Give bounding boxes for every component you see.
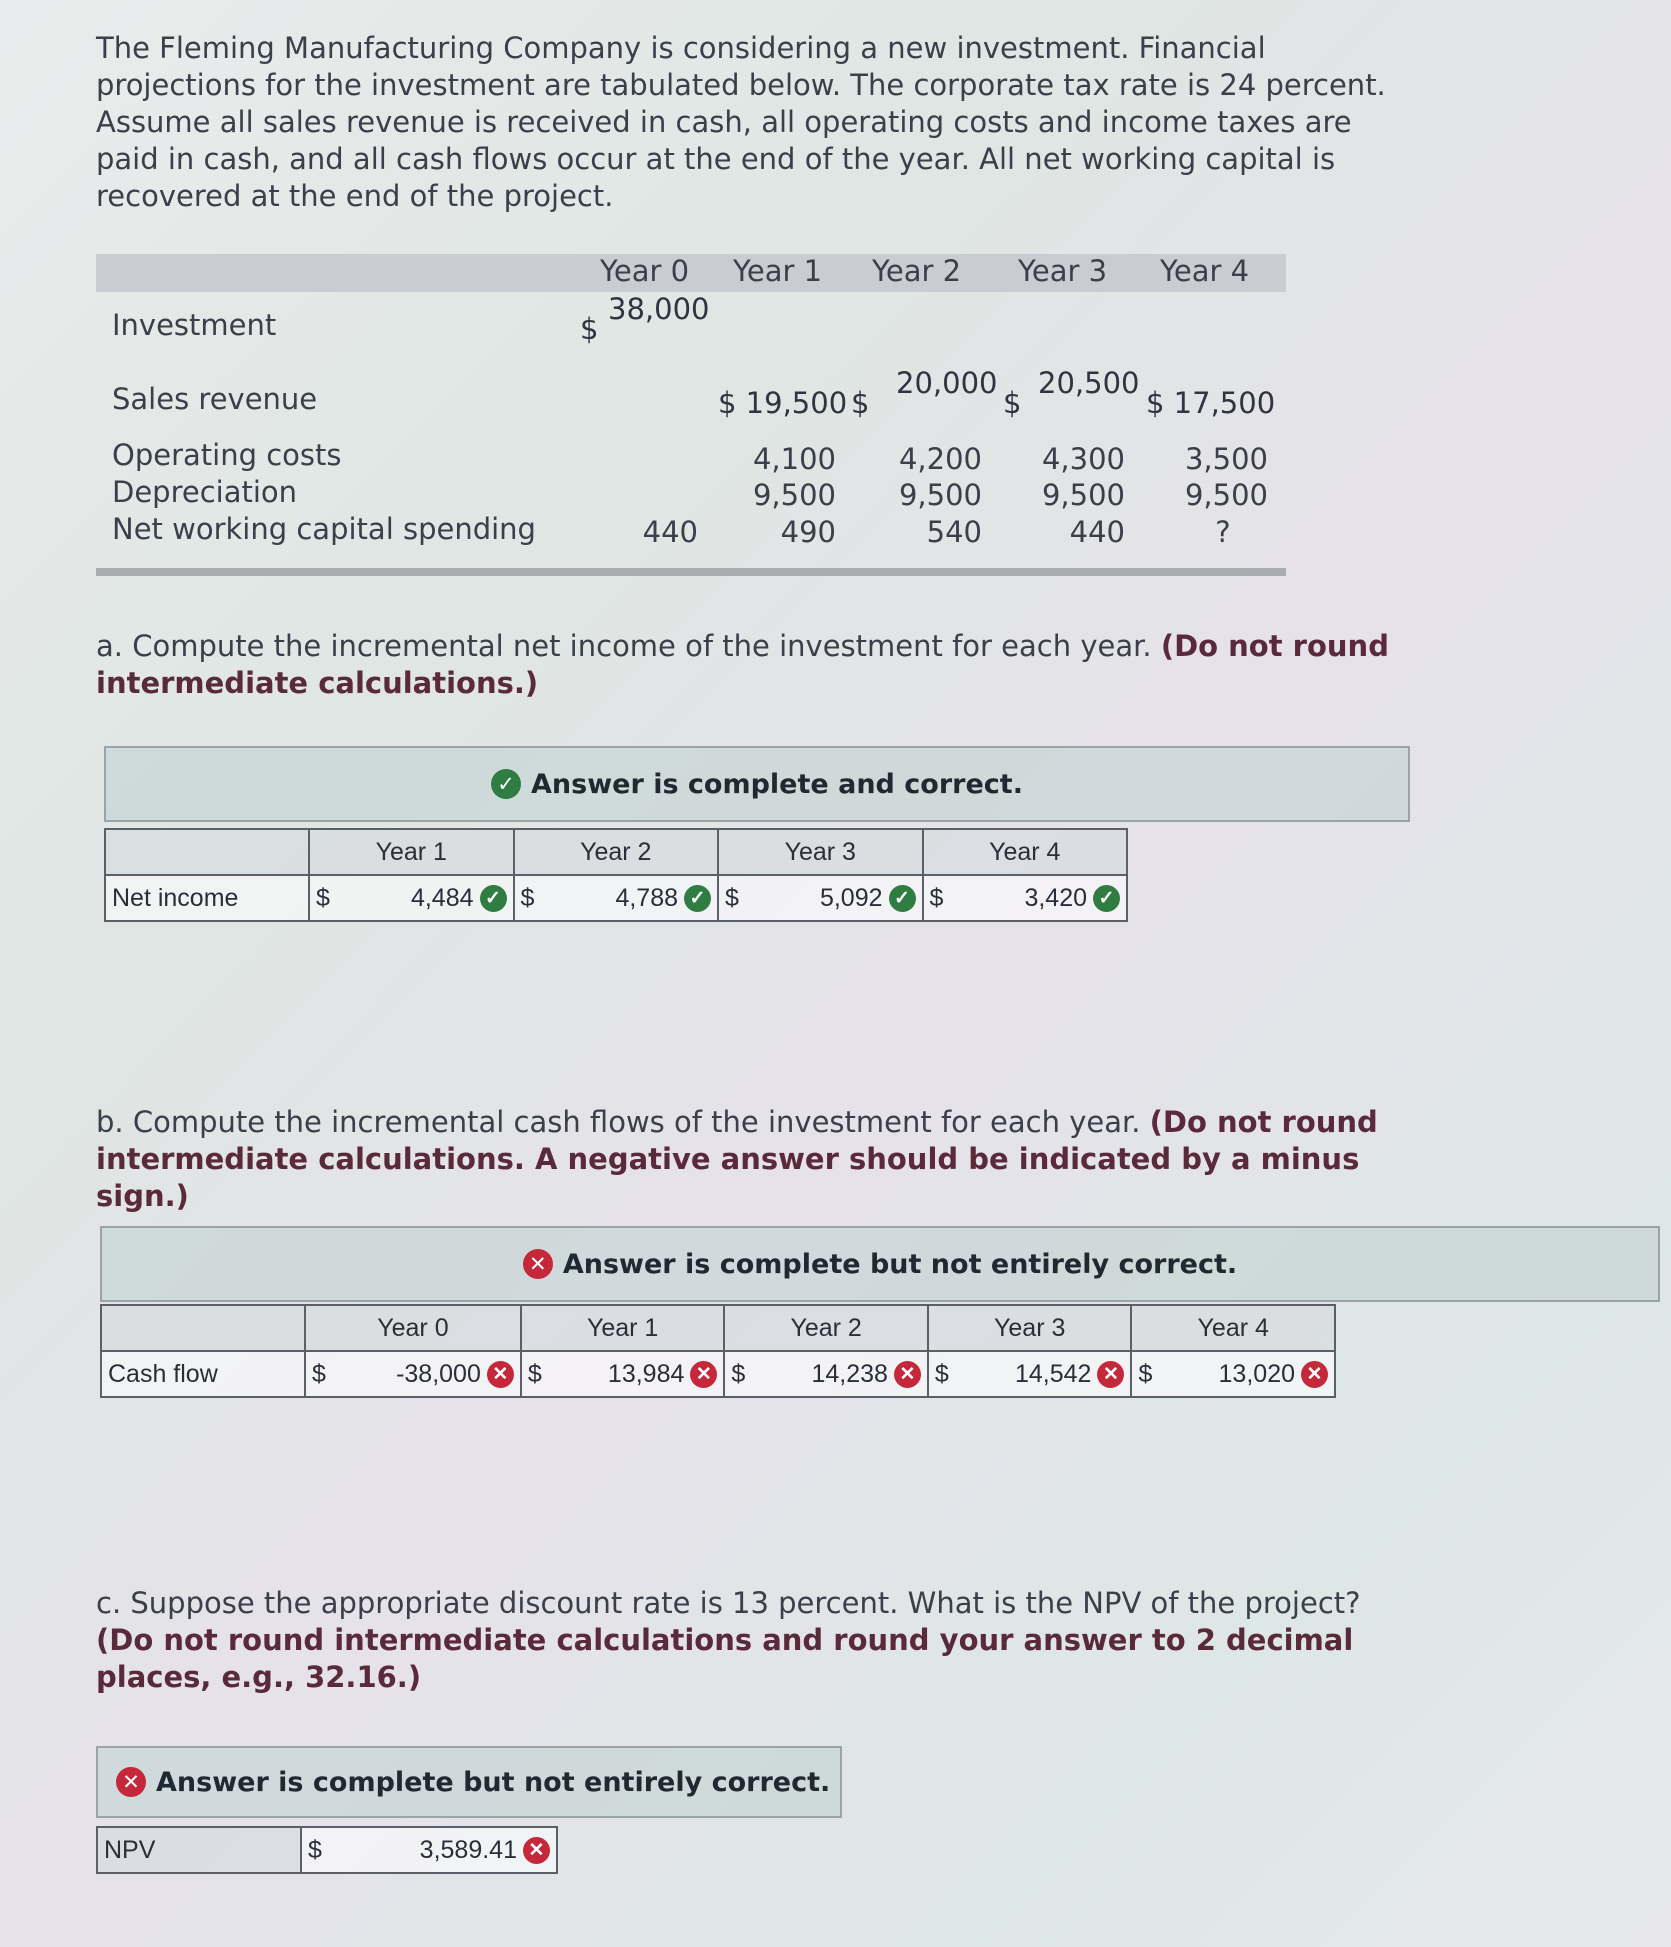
nwc-y3: 440 bbox=[1069, 515, 1125, 549]
investment-value: 38,000 bbox=[608, 292, 710, 326]
sales-y3: 20,500 bbox=[1038, 366, 1140, 400]
x-icon: ✕ bbox=[690, 1361, 717, 1388]
net-income-year-4-header: Year 4 bbox=[923, 829, 1128, 875]
operating-costs-label: Operating costs bbox=[112, 438, 342, 472]
question-a: a. Compute the incremental net income of the investment for each year. (Do not round intermediate calculations.) bbox=[96, 629, 1389, 700]
cash-flow-y0-input[interactable]: $ -38,000 ✕ bbox=[305, 1351, 521, 1397]
sales-y4: $ 17,500 bbox=[1146, 386, 1276, 420]
cash-flow-label: Cash flow bbox=[101, 1351, 305, 1397]
npv-input[interactable]: $ 3,589.41 ✕ bbox=[301, 1827, 557, 1873]
sales-y2: 20,000 bbox=[896, 366, 998, 400]
x-icon: ✕ bbox=[523, 1837, 550, 1864]
investment-label: Investment bbox=[112, 308, 277, 342]
nwc-y0: 440 bbox=[642, 515, 698, 549]
net-income-y1-input[interactable]: $ 4,484 ✓ bbox=[309, 875, 514, 921]
year-2-header: Year 2 bbox=[872, 254, 962, 288]
cash-flow-year-3-header: Year 3 bbox=[928, 1305, 1132, 1351]
npv-label: NPV bbox=[97, 1827, 301, 1873]
x-icon: ✕ bbox=[116, 1767, 146, 1797]
net-income-y2-input[interactable]: $ 4,788 ✓ bbox=[514, 875, 719, 921]
operating-y4: 3,500 bbox=[1184, 442, 1268, 476]
answer-status-c: ✕ Answer is complete but not entirely correct. bbox=[96, 1746, 842, 1818]
depreciation-y4: 9,500 bbox=[1184, 478, 1268, 512]
depreciation-label: Depreciation bbox=[112, 475, 298, 509]
npv-table bbox=[96, 1826, 558, 1874]
cash-flow-y1-input[interactable]: $ 13,984 ✕ bbox=[521, 1351, 725, 1397]
year-0-header: Year 0 bbox=[600, 254, 690, 288]
net-income-label: Net income bbox=[105, 875, 309, 921]
operating-y1: 4,100 bbox=[752, 442, 836, 476]
cash-flow-year-0-header: Year 0 bbox=[305, 1305, 521, 1351]
nwc-y4: ? bbox=[1215, 515, 1231, 549]
nwc-y1: 490 bbox=[780, 515, 836, 549]
net-income-year-1-header: Year 1 bbox=[309, 829, 514, 875]
depreciation-y2: 9,500 bbox=[898, 478, 982, 512]
sales-y1: $ 19,500 bbox=[718, 386, 848, 420]
projection-table-header bbox=[96, 254, 1286, 292]
answer-status-b: ✕ Answer is complete but not entirely correct. bbox=[100, 1226, 1660, 1302]
net-income-year-3-header: Year 3 bbox=[718, 829, 923, 875]
net-income-row bbox=[105, 875, 1127, 921]
cash-flow-year-4-header: Year 4 bbox=[1131, 1305, 1335, 1351]
cash-flow-y2-input[interactable]: $ 14,238 ✕ bbox=[724, 1351, 928, 1397]
x-icon: ✕ bbox=[894, 1361, 921, 1388]
check-icon: ✓ bbox=[684, 885, 711, 912]
sales-label: Sales revenue bbox=[112, 382, 318, 416]
cash-flow-table bbox=[100, 1304, 1336, 1398]
cash-flow-y3-input[interactable]: $ 14,542 ✕ bbox=[928, 1351, 1132, 1397]
sales-y3-currency: $ bbox=[1003, 386, 1022, 420]
year-4-header: Year 4 bbox=[1160, 254, 1250, 288]
question-c: c. Suppose the appropriate discount rate is 13 percent. What is the NPV of the project? (Do not round intermediate calculations and round your answer to 2 decimal places, e.g., 32.16.) bbox=[96, 1586, 1361, 1694]
npv-row bbox=[97, 1827, 557, 1873]
net-income-table bbox=[104, 828, 1128, 922]
check-icon: ✓ bbox=[480, 885, 507, 912]
question-b: b. Compute the incremental cash flows of the investment for each year. (Do not round intermediate calculations. A negative answer should be indicated by a minus sign.) bbox=[96, 1105, 1378, 1213]
depreciation-y3: 9,500 bbox=[1041, 478, 1125, 512]
x-icon: ✕ bbox=[1301, 1361, 1328, 1388]
check-icon: ✓ bbox=[491, 769, 521, 799]
nwc-label: Net working capital spending bbox=[112, 512, 536, 546]
projection-table-footer bbox=[96, 568, 1286, 576]
nwc-y2: 540 bbox=[926, 515, 982, 549]
investment-currency: $ bbox=[580, 312, 599, 346]
year-3-header: Year 3 bbox=[1018, 254, 1108, 288]
answer-status-a: ✓ Answer is complete and correct. bbox=[104, 746, 1410, 822]
sales-y2-currency: $ bbox=[851, 386, 870, 420]
net-income-y3-input[interactable]: $ 5,092 ✓ bbox=[718, 875, 923, 921]
problem-intro: The Fleming Manufacturing Company is considering a new investment. Financial projections for the investment are tabulated below. The corporate tax rate is 24 percent. Assume all sales revenue is received in cash, all operating costs and income taxes are paid in cash, and all cash flows occur at the end of the year. All net working capital is recovered at the end of the project. bbox=[96, 31, 1386, 213]
cash-flow-year-2-header: Year 2 bbox=[724, 1305, 928, 1351]
operating-y3: 4,300 bbox=[1041, 442, 1125, 476]
year-1-header: Year 1 bbox=[733, 254, 823, 288]
cash-flow-year-1-header: Year 1 bbox=[521, 1305, 725, 1351]
operating-y2: 4,200 bbox=[898, 442, 982, 476]
check-icon: ✓ bbox=[889, 885, 916, 912]
net-income-year-2-header: Year 2 bbox=[514, 829, 719, 875]
depreciation-y1: 9,500 bbox=[752, 478, 836, 512]
x-icon: ✕ bbox=[487, 1361, 514, 1388]
check-icon: ✓ bbox=[1093, 885, 1120, 912]
x-icon: ✕ bbox=[523, 1249, 553, 1279]
x-icon: ✕ bbox=[1097, 1361, 1124, 1388]
cash-flow-y4-input[interactable]: $ 13,020 ✕ bbox=[1131, 1351, 1335, 1397]
cash-flow-row bbox=[101, 1351, 1335, 1397]
net-income-y4-input[interactable]: $ 3,420 ✓ bbox=[923, 875, 1128, 921]
